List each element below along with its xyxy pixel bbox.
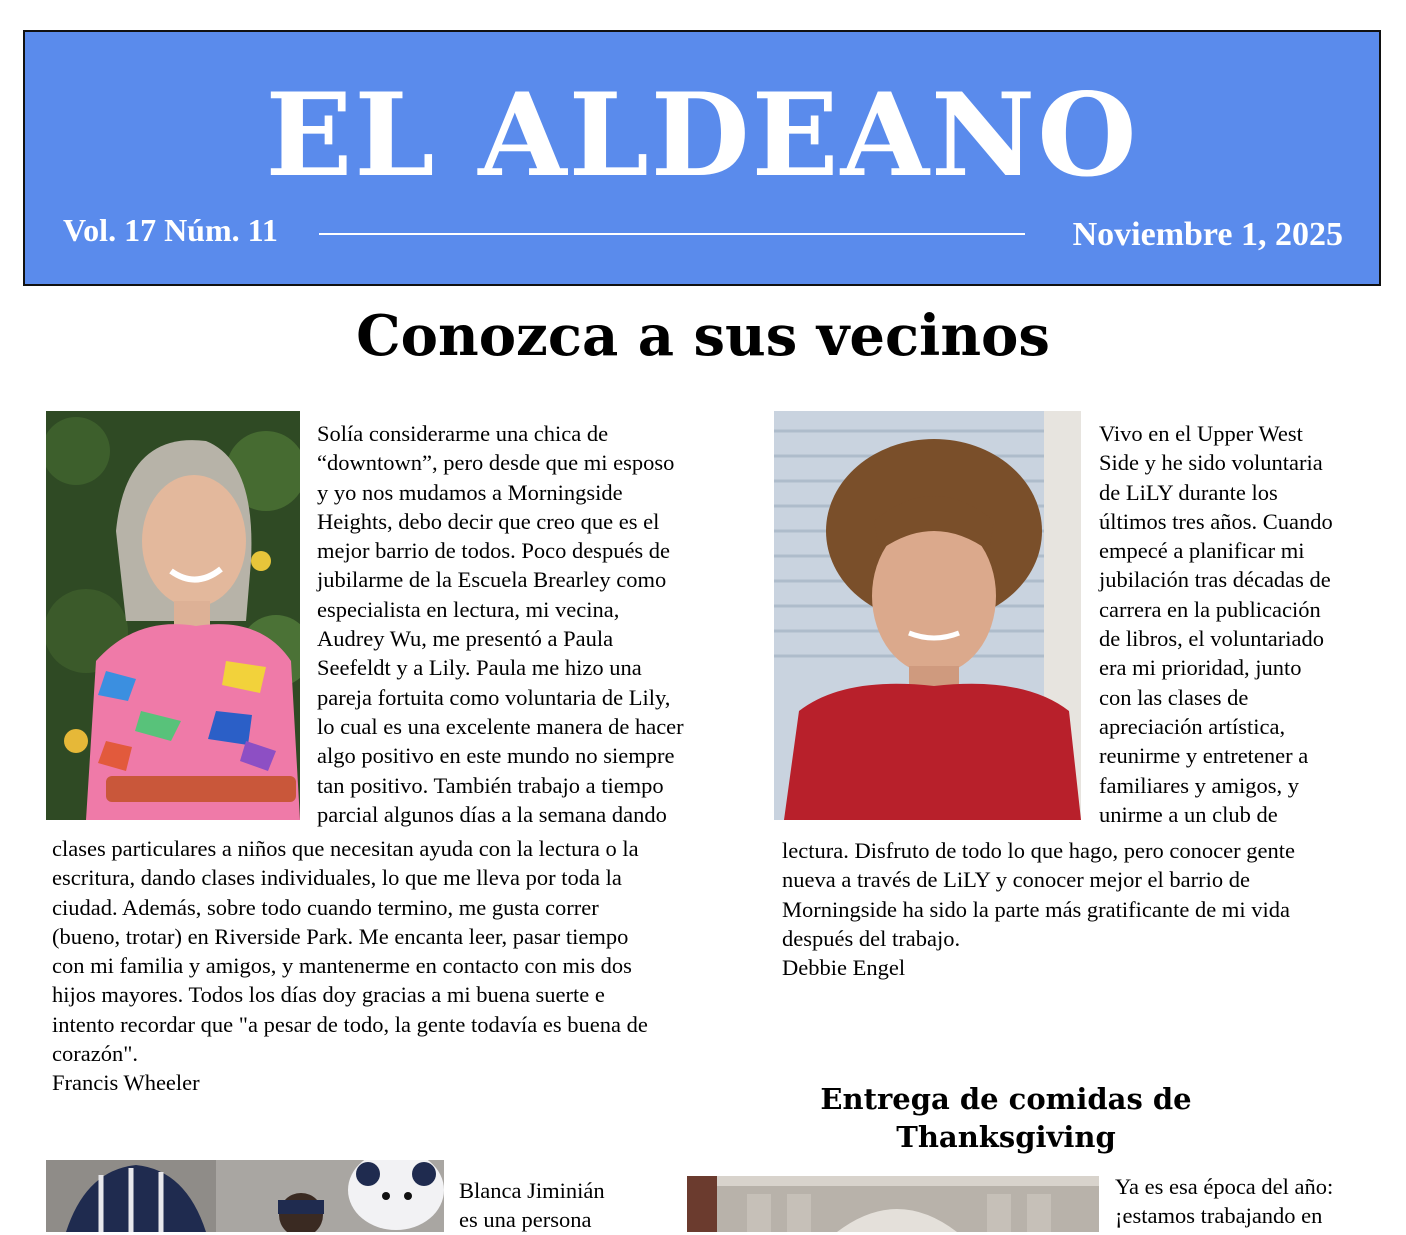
photo-debbie-engel [774, 411, 1081, 820]
text-line: reunirme y entretener a [1099, 743, 1309, 769]
profile-blanca-text [459, 1176, 669, 1235]
heading-line: Thanksgiving [896, 1120, 1116, 1154]
photo-francis-wheeler [46, 411, 300, 820]
text-line: Blanca Jiminián [459, 1178, 605, 1203]
text-line: (bueno, trotar) en Riverside Park. Me encanta leer, pasar tiempo [52, 923, 629, 949]
issue-date: Noviembre 1, 2025 [1072, 216, 1343, 253]
newspaper-title: EL ALDEANO [265, 68, 1139, 202]
text-line: empecé a planificar mi [1099, 538, 1305, 564]
text-line: jubilarme de la Escuela Brearley como [317, 567, 667, 593]
text-line: unirme a un club de [1099, 801, 1278, 827]
text-line: de libros, el voluntariado [1099, 626, 1324, 652]
text-line: Ya es esa época del año: [1115, 1174, 1334, 1199]
text-line: ¡estamos trabajando en [1115, 1203, 1323, 1229]
text-line: Solía considerarme una chica de [317, 421, 609, 446]
text-line: con las clases de [1099, 684, 1249, 710]
text-line: era mi prioridad, junto [1099, 655, 1302, 681]
text-line: parcial algunos días a la semana dando [317, 801, 667, 827]
text-line: nueva a través de LiLY y conocer mejor el barrio de [782, 867, 1250, 893]
text-line: lo cual es una excelente manera de hacer [317, 713, 684, 739]
text-line: familiares y amigos, y [1099, 772, 1299, 798]
text-line: intento recordar que "a pesar de todo, la gente todavía es buena de [52, 1011, 648, 1037]
author-name: Francis Wheeler [52, 1070, 200, 1096]
text-line: Side y he sido voluntaria [1099, 450, 1323, 476]
masthead-banner [23, 30, 1381, 286]
heading-line: Entrega de comidas de [820, 1082, 1192, 1116]
text-line: carrera en la publicación [1099, 596, 1321, 622]
text-line: Seefeldt y a Lily. Paula me hizo una [317, 655, 642, 681]
text-line: de LiLY durante los [1099, 479, 1278, 505]
text-line: es una persona [459, 1207, 592, 1233]
text-line: pareja fortuita como voluntaria de Lily, [317, 684, 671, 710]
text-line: corazón". [52, 1041, 139, 1067]
text-line: mejor barrio de todos. Poco después de [317, 538, 671, 564]
volume-number: Vol. 17 Núm. 11 [63, 212, 278, 248]
profile-francis-text-bottom [52, 834, 752, 1098]
profile-debbie-text-bottom [782, 836, 1392, 982]
profile-debbie-text-top [1099, 419, 1389, 829]
text-line: después del trabajo. [782, 925, 961, 951]
text-line: especialista en lectura, mi vecina, [317, 596, 620, 622]
text-line: hijos mayores. Todos los días doy gracias a mi buena suerte e [52, 982, 605, 1008]
profile-francis-text-top [317, 419, 747, 829]
masthead-divider [319, 233, 1025, 235]
text-line: lectura. Disfruto de todo lo que hago, pero conocer gente [782, 838, 1295, 863]
thanksgiving-text [1115, 1172, 1395, 1231]
thanksgiving-heading [700, 1080, 1312, 1156]
photo-blanca-jiminian [46, 1160, 444, 1232]
text-line: con mi familia y amigos, y mantenerme en contacto con mis dos [52, 953, 632, 979]
text-line: “downtown”, pero desde que mi esposo [317, 450, 675, 476]
photo-thanksgiving-building [687, 1176, 1099, 1232]
text-line: y yo nos mudamos a Morningside [317, 479, 623, 505]
text-line: clases particulares a niños que necesitan ayuda con la lectura o la [52, 836, 639, 861]
text-line: Audrey Wu, me presentó a Paula [317, 626, 614, 652]
text-line: apreciación artística, [1099, 713, 1286, 739]
text-line: Morningside ha sido la parte más gratificante de mi vida [782, 896, 1290, 922]
text-line: escritura, dando clases individuales, lo que me lleva por toda la [52, 865, 622, 891]
text-line: Vivo en el Upper West [1099, 421, 1303, 446]
author-name: Debbie Engel [782, 955, 906, 981]
text-line: jubilación tras décadas de [1099, 567, 1331, 593]
text-line: algo positivo en este mundo no siempre [317, 743, 675, 769]
text-line: últimos tres años. Cuando [1099, 508, 1333, 534]
text-line: ciudad. Además, sobre todo cuando termino, me gusta correr [52, 894, 599, 920]
section-title: Conozca a sus vecinos [356, 303, 1050, 369]
text-line: Heights, debo decir que creo que es el [317, 508, 660, 534]
text-line: tan positivo. También trabajo a tiempo [317, 772, 664, 798]
